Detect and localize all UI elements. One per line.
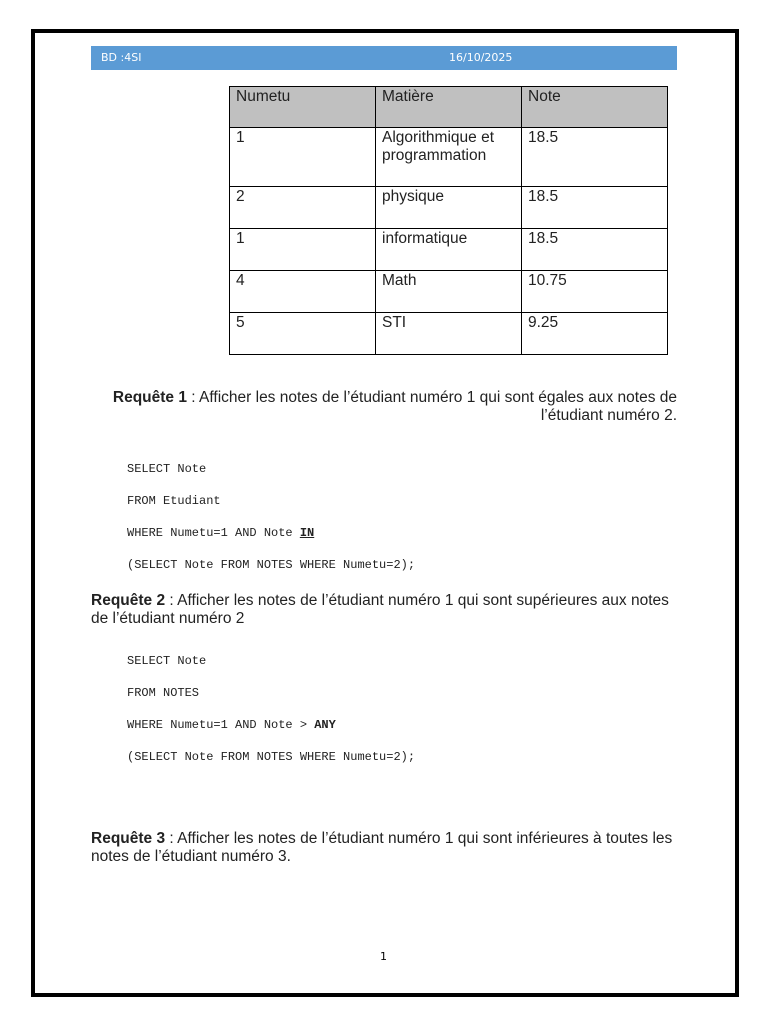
cell-numetu: 4 <box>230 271 376 313</box>
requete-1-statement <box>91 389 677 425</box>
requete-1-code-line-4: (SELECT Note FROM NOTES WHERE Numetu=2); <box>127 558 416 572</box>
cell-matiere: STI <box>376 313 522 355</box>
requete-2-code-line-1: SELECT Note <box>127 654 207 668</box>
requete-2-code-line-3 <box>127 718 336 732</box>
cell-matiere: informatique <box>376 229 522 271</box>
requete-2-code-where: WHERE Numetu=1 AND Note > <box>127 718 315 732</box>
requete-2-code-line-4: (SELECT Note FROM NOTES WHERE Numetu=2); <box>127 750 416 764</box>
cell-note: 18.5 <box>522 187 668 229</box>
column-header-note: Note <box>522 87 668 128</box>
requete-3-text: : Afficher les notes de l’étudiant numéro 1 qui sont inférieures à toutes les notes de l’étudiant numéro 3. <box>91 830 673 865</box>
cell-matiere: physique <box>376 187 522 229</box>
cell-note: 18.5 <box>522 229 668 271</box>
table-row <box>230 187 668 229</box>
cell-matiere: Algorithmique et programmation <box>376 128 522 187</box>
notes-table <box>229 86 668 355</box>
cell-note: 18.5 <box>522 128 668 187</box>
requete-1-code-where: WHERE Numetu=1 AND Note <box>127 526 300 540</box>
cell-numetu: 1 <box>230 128 376 187</box>
column-header-matiere: Matière <box>376 87 522 128</box>
page-number: 1 <box>380 950 387 963</box>
cell-note: 9.25 <box>522 313 668 355</box>
requete-2-statement <box>91 592 677 628</box>
requete-2-text: : Afficher les notes de l’étudiant numéro 1 qui sont supérieures aux notes de l’étudiant numéro 2 <box>91 592 669 627</box>
requete-2-label: Requête 2 <box>91 592 166 609</box>
column-header-numetu: Numetu <box>230 87 376 128</box>
requete-1-label: Requête 1 <box>112 389 187 406</box>
requete-3-label: Requête 3 <box>91 830 166 847</box>
cell-numetu: 2 <box>230 187 376 229</box>
cell-note: 10.75 <box>522 271 668 313</box>
requete-1-text: : Afficher les notes de l’étudiant numéro 1 qui sont égales aux notes de l’étudiant numéro 2. <box>186 389 677 424</box>
page-header <box>91 46 677 70</box>
requete-3-statement <box>91 830 691 866</box>
cell-matiere: Math <box>376 271 522 313</box>
header-course: BD :4SI <box>101 51 142 64</box>
requete-1-keyword-in: IN <box>299 526 315 540</box>
table-row <box>230 128 668 187</box>
requete-1-code-line-1: SELECT Note <box>127 462 207 476</box>
header-date: 16/10/2025 <box>449 51 513 64</box>
table-header-row <box>230 87 668 128</box>
cell-numetu: 1 <box>230 229 376 271</box>
requete-1-code-line-2: FROM Etudiant <box>127 494 221 508</box>
requete-1-code-line-3 <box>127 526 314 540</box>
table-row <box>230 229 668 271</box>
requete-2-code-line-2: FROM NOTES <box>127 686 200 700</box>
table-row <box>230 313 668 355</box>
cell-numetu: 5 <box>230 313 376 355</box>
table-row <box>230 271 668 313</box>
requete-2-keyword-any: ANY <box>314 718 336 732</box>
